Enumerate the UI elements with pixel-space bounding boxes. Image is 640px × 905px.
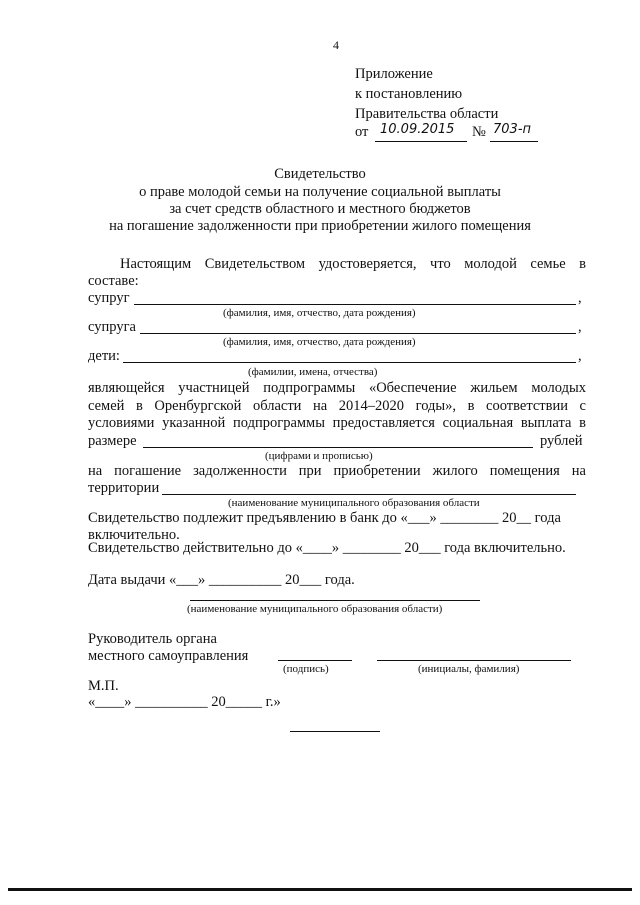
head-line-2: местного самоуправления [88, 648, 249, 664]
title-line-4: на погашение задолженности при приобретении жилого помещения [109, 218, 531, 234]
spouse-m-label: супруг [88, 290, 130, 306]
municipality-field[interactable] [190, 600, 480, 601]
para1-line-2: семей в Оренбургской области на 2014–2020 годы», в соответствии с [88, 398, 586, 414]
amount-field[interactable] [143, 447, 533, 448]
appendix-line-3: Правительства области [355, 106, 499, 122]
appendix-line-2: к постановлению [355, 86, 463, 102]
territory-hint: (наименование муниципального образования области [228, 497, 480, 509]
para1-line-3: условиями указанной подпрограммы предоставляется социальная выплата в [88, 415, 586, 431]
amount-hint: (цифрами и прописью) [265, 450, 373, 462]
territory-field[interactable] [162, 494, 576, 495]
signature-hint: (подпись) [283, 663, 329, 675]
municipality-hint: (наименование муниципального образования области) [187, 603, 443, 615]
end-separator [290, 731, 380, 732]
appendix-date-line [375, 141, 467, 142]
stamp-date: «____» __________ 20_____ г.» [88, 694, 281, 710]
initials-field[interactable] [377, 660, 571, 661]
signature-field[interactable] [278, 660, 352, 661]
appendix-line-1: Приложение [355, 66, 433, 82]
page-number: 4 [333, 38, 339, 52]
title-line-3: за счет средств областного и местного бюджетов [169, 201, 471, 217]
territory-label: территории [88, 480, 160, 496]
intro-line-1: Настоящим Свидетельством удостоверяется, что молодой семье в [120, 256, 586, 272]
appendix-number-line [490, 141, 538, 142]
title-line-1: Свидетельство [274, 166, 366, 182]
spouse-f-field[interactable] [140, 333, 576, 334]
amount-label: размере [88, 433, 137, 449]
title-line-2: о праве молодой семьи на получение социальной выплаты [139, 184, 501, 200]
spouse-f-label: супруга [88, 319, 136, 335]
spouse-m-hint: (фамилия, имя, отчество, дата рождения) [223, 307, 416, 319]
spouse-m-comma: , [578, 290, 582, 306]
appendix-number: 703-п [493, 122, 532, 137]
children-label: дети: [88, 348, 120, 364]
amount-currency: рублей [540, 433, 583, 449]
children-field[interactable] [123, 362, 576, 363]
spouse-f-comma: , [578, 319, 582, 335]
issue-date: Дата выдачи «___» __________ 20___ года. [88, 572, 355, 588]
para2-line-1: на погашение задолженности при приобретении жилого помещения на [88, 463, 586, 479]
appendix-from: от [355, 124, 369, 140]
initials-hint: (инициалы, фамилия) [418, 663, 520, 675]
children-comma: , [578, 348, 582, 364]
appendix-date: 10.09.2015 [380, 122, 455, 137]
children-hint: (фамилии, имена, отчества) [248, 366, 378, 378]
appendix-number-sign: № [472, 124, 486, 140]
bottom-border [8, 888, 632, 891]
valid-bank-line-2: включительно. [88, 527, 180, 543]
valid-until: Свидетельство действительно до «____» ________ 20___ года включительно. [88, 540, 566, 556]
valid-bank-line-1: Свидетельство подлежит предъявлению в банк до «___» ________ 20__ года [88, 510, 561, 526]
head-line-1: Руководитель органа [88, 631, 217, 647]
para1-line-1: являющейся участницей подпрограммы «Обеспечение жильем молодых [88, 380, 586, 396]
intro-line-2: составе: [88, 273, 139, 289]
spouse-m-field[interactable] [134, 304, 576, 305]
spouse-f-hint: (фамилия, имя, отчество, дата рождения) [223, 336, 416, 348]
stamp-label: М.П. [88, 678, 119, 694]
